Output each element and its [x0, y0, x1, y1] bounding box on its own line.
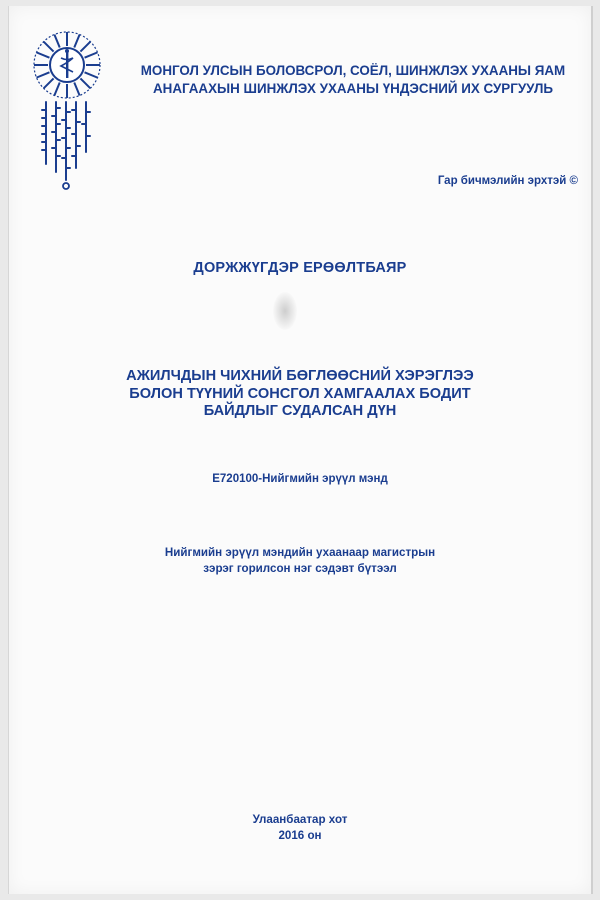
- mongolian-script-icon: [38, 98, 98, 193]
- city: Улаанбаатар хот: [252, 813, 348, 826]
- smudge-mark: [273, 292, 297, 330]
- degree-line-1: Нийгмийн эрүүл мэндийн ухаанаар магистрын: [164, 546, 436, 559]
- year: 2016 он: [278, 828, 322, 842]
- thesis-title-line-1: АЖИЛЧДЫН ЧИХНИЙ БӨГЛӨӨСНИЙ ХЭРЭГЛЭЭ: [126, 368, 474, 384]
- university-emblem-icon: [32, 30, 102, 100]
- institution-header: [118, 62, 588, 98]
- specialty-code: E720100-Нийгмийн эрүүл мэнд: [212, 473, 388, 485]
- thesis-title-line-2: БОЛОН ТҮҮНИЙ СОНСГОЛ ХАМГААЛАХ БОДИТ: [129, 385, 471, 402]
- copyright-notice: Гар бичмэлийн эрхтэй ©: [437, 175, 578, 187]
- thesis-title: [0, 368, 600, 421]
- degree-statement: [0, 545, 600, 576]
- author-name: ДОРЖЖҮГДЭР ЕРӨӨЛТБАЯР: [193, 260, 407, 276]
- ministry-name: МОНГОЛ УЛСЫН БОЛОВСРОЛ, СОЁЛ, ШИНЖЛЭХ УХААНЫ ЯАМ: [140, 63, 566, 78]
- place-and-year: [0, 812, 600, 843]
- thesis-title-line-3: БАЙДЛЫГ СУДАЛСАН ДҮН: [203, 403, 397, 419]
- degree-line-2: зэрэг горилсон нэг сэдэвт бүтээл: [203, 561, 397, 575]
- university-name: АНАГААХЫН ШИНЖЛЭХ УХААНЫ ҮНДЭСНИЙ ИХ СУРГУУЛЬ: [152, 81, 553, 96]
